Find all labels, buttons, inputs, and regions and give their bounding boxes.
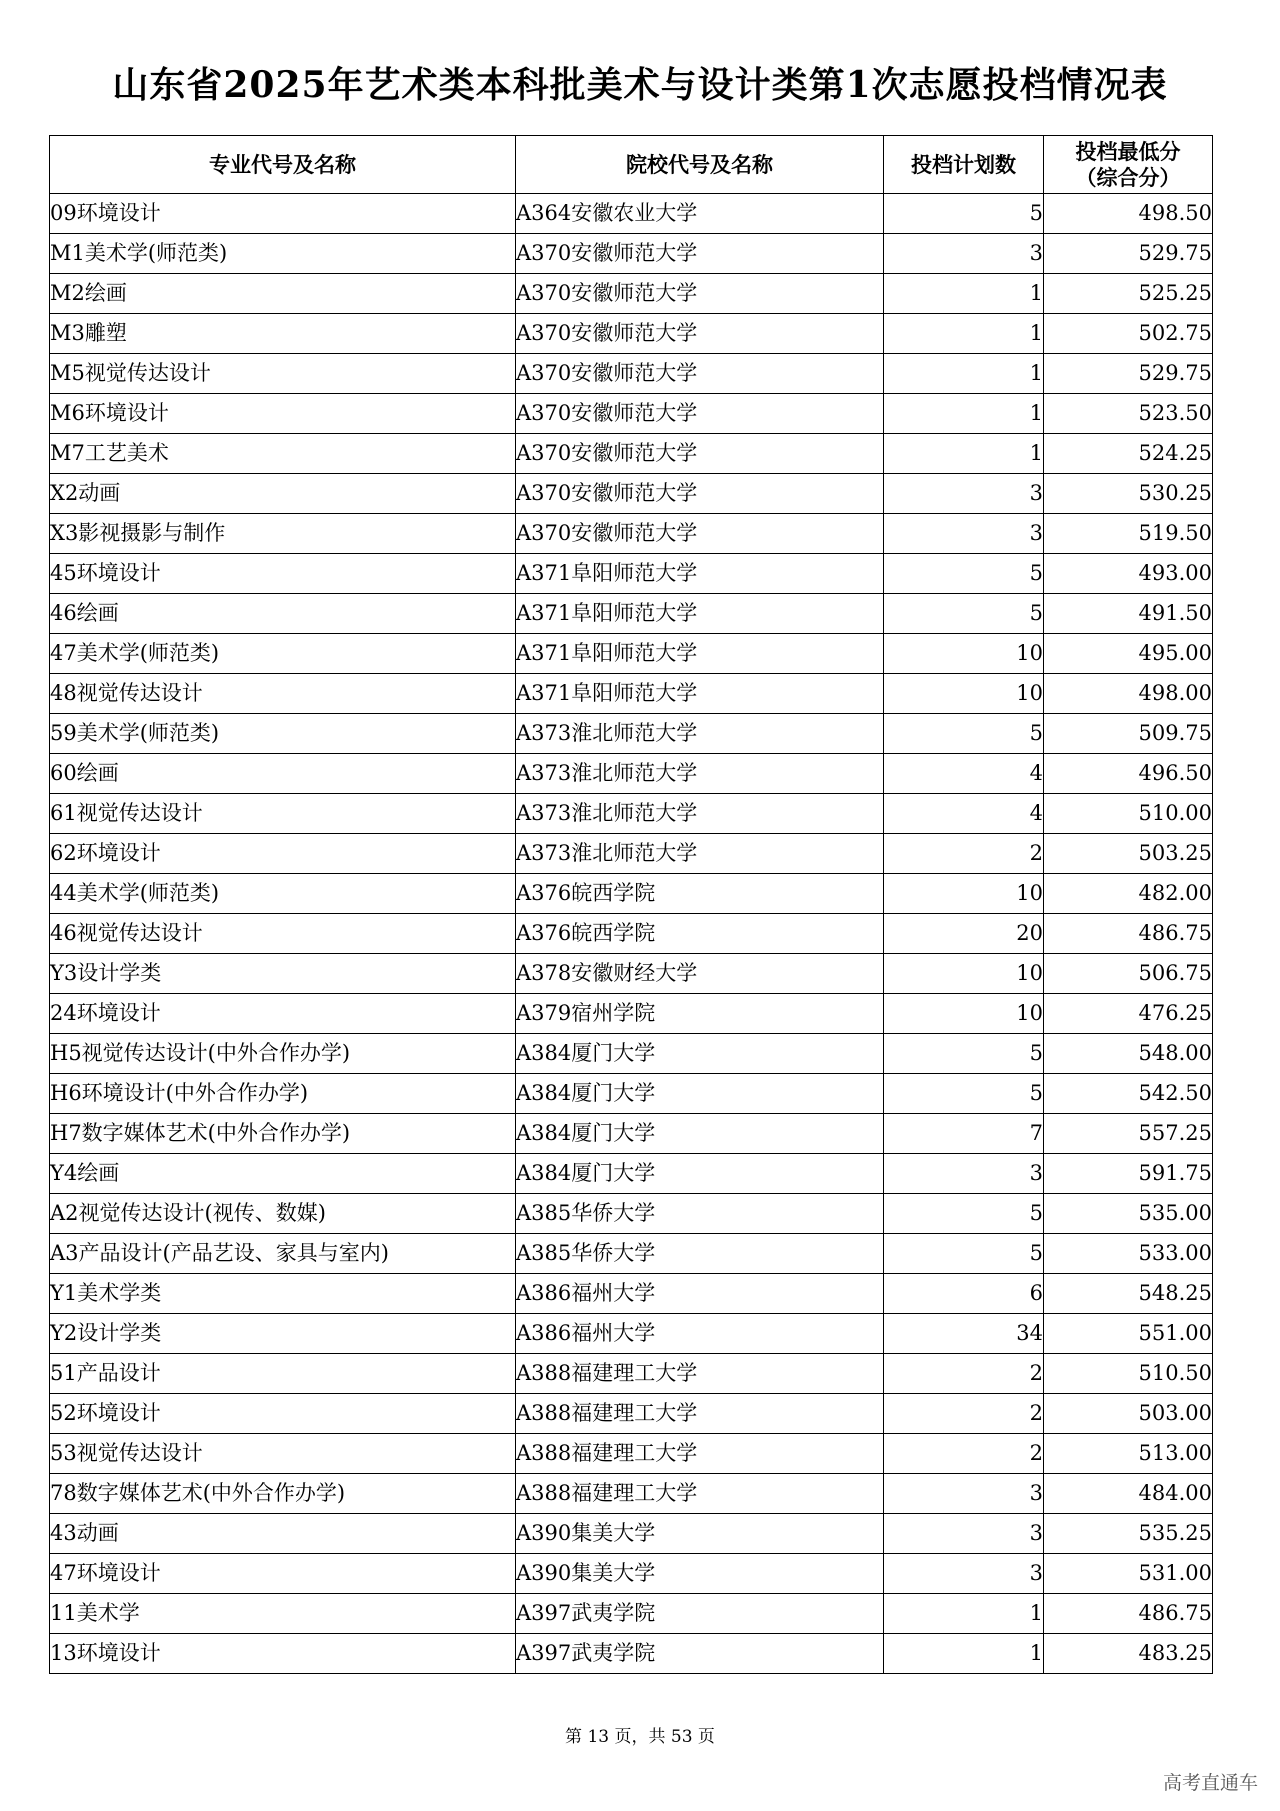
table-row [50,1074,1213,1114]
score-cell: 529.75 [1044,234,1213,274]
plan-cell: 7 [884,1114,1044,1154]
table-row [50,554,1213,594]
plan-cell: 4 [884,754,1044,794]
major-cell: 11美术学 [50,1594,516,1634]
plan-cell: 10 [884,994,1044,1034]
plan-cell: 5 [884,1034,1044,1074]
table-row [50,474,1213,514]
plan-cell: 10 [884,874,1044,914]
school-cell: A370安徽师范大学 [516,394,884,434]
score-cell: 557.25 [1044,1114,1213,1154]
school-cell: A370安徽师范大学 [516,354,884,394]
score-cell: 510.00 [1044,794,1213,834]
plan-cell: 6 [884,1274,1044,1314]
plan-cell: 1 [884,394,1044,434]
school-cell: A370安徽师范大学 [516,234,884,274]
score-cell: 495.00 [1044,634,1213,674]
score-cell: 542.50 [1044,1074,1213,1114]
page-footer: 第 13 页，共 53 页 [565,1727,715,1747]
header-score [1044,136,1213,194]
school-cell: A388福建理工大学 [516,1474,884,1514]
score-cell: 486.75 [1044,1594,1213,1634]
plan-cell: 1 [884,1634,1044,1674]
score-cell: 484.00 [1044,1474,1213,1514]
score-cell: 496.50 [1044,754,1213,794]
school-cell: A376皖西学院 [516,914,884,954]
table-row [50,634,1213,674]
school-cell: A384厦门大学 [516,1074,884,1114]
header-school: 院校代号及名称 [516,136,884,194]
score-cell: 506.75 [1044,954,1213,994]
major-cell: A2视觉传达设计(视传、数媒) [50,1194,516,1234]
school-cell: A371阜阳师范大学 [516,634,884,674]
school-cell: A385华侨大学 [516,1194,884,1234]
school-cell: A373淮北师范大学 [516,714,884,754]
plan-cell: 2 [884,834,1044,874]
score-cell: 491.50 [1044,594,1213,634]
school-cell: A390集美大学 [516,1554,884,1594]
major-cell: 47环境设计 [50,1554,516,1594]
table-row [50,1034,1213,1074]
school-cell: A388福建理工大学 [516,1354,884,1394]
table-row [50,434,1213,474]
school-cell: A371阜阳师范大学 [516,554,884,594]
school-cell: A373淮北师范大学 [516,754,884,794]
plan-cell: 5 [884,1234,1044,1274]
major-cell: M3雕塑 [50,314,516,354]
school-cell: A397武夷学院 [516,1634,884,1674]
score-cell: 498.00 [1044,674,1213,714]
school-cell: A376皖西学院 [516,874,884,914]
score-cell: 483.25 [1044,1634,1213,1674]
school-cell: A386福州大学 [516,1274,884,1314]
major-cell: H7数字媒体艺术(中外合作办学) [50,1114,516,1154]
table-row [50,1434,1213,1474]
major-cell: 60绘画 [50,754,516,794]
table-row [50,1154,1213,1194]
score-cell: 513.00 [1044,1434,1213,1474]
plan-cell: 10 [884,954,1044,994]
plan-cell: 3 [884,1154,1044,1194]
table-row [50,274,1213,314]
plan-cell: 1 [884,1594,1044,1634]
school-cell: A371阜阳师范大学 [516,594,884,634]
table-row [50,234,1213,274]
score-cell: 510.50 [1044,1354,1213,1394]
major-cell: 13环境设计 [50,1634,516,1674]
school-cell: A373淮北师范大学 [516,794,884,834]
school-cell: A384厦门大学 [516,1114,884,1154]
major-cell: H6环境设计(中外合作办学) [50,1074,516,1114]
school-cell: A373淮北师范大学 [516,834,884,874]
plan-cell: 3 [884,1514,1044,1554]
plan-cell: 2 [884,1434,1044,1474]
table-row [50,194,1213,234]
table-row [50,834,1213,874]
plan-cell: 5 [884,1194,1044,1234]
major-cell: 43动画 [50,1514,516,1554]
school-cell: A384厦门大学 [516,1034,884,1074]
major-cell: 62环境设计 [50,834,516,874]
plan-cell: 3 [884,234,1044,274]
table-header-row [50,136,1213,194]
school-cell: A386福州大学 [516,1314,884,1354]
header-score-line2: （综合分） [1075,164,1181,190]
score-cell: 529.75 [1044,354,1213,394]
major-cell: Y4绘画 [50,1154,516,1194]
school-cell: A397武夷学院 [516,1594,884,1634]
table-row [50,394,1213,434]
watermark: 高考直通车 [1162,1772,1258,1794]
major-cell: 46绘画 [50,594,516,634]
plan-cell: 3 [884,474,1044,514]
plan-cell: 34 [884,1314,1044,1354]
plan-cell: 10 [884,674,1044,714]
score-cell: 498.50 [1044,194,1213,234]
plan-cell: 10 [884,634,1044,674]
school-cell: A388福建理工大学 [516,1394,884,1434]
score-cell: 503.25 [1044,834,1213,874]
plan-cell: 5 [884,554,1044,594]
table-row [50,314,1213,354]
table-row [50,1394,1213,1434]
plan-cell: 1 [884,274,1044,314]
plan-cell: 1 [884,314,1044,354]
major-cell: 52环境设计 [50,1394,516,1434]
table-row [50,1354,1213,1394]
school-cell: A370安徽师范大学 [516,474,884,514]
plan-cell: 5 [884,594,1044,634]
plan-cell: 2 [884,1394,1044,1434]
major-cell: 44美术学(师范类) [50,874,516,914]
table-row [50,594,1213,634]
school-cell: A370安徽师范大学 [516,514,884,554]
major-cell: 48视觉传达设计 [50,674,516,714]
major-cell: M2绘画 [50,274,516,314]
major-cell: 78数字媒体艺术(中外合作办学) [50,1474,516,1514]
table-row [50,1554,1213,1594]
table-row [50,1514,1213,1554]
score-cell: 531.00 [1044,1554,1213,1594]
school-cell: A384厦门大学 [516,1154,884,1194]
major-cell: X2动画 [50,474,516,514]
table-row [50,1634,1213,1674]
major-cell: M7工艺美术 [50,434,516,474]
table-row [50,874,1213,914]
admission-table [49,135,1213,1674]
school-cell: A371阜阳师范大学 [516,674,884,714]
major-cell: A3产品设计(产品艺设、家具与室内) [50,1234,516,1274]
table-row [50,674,1213,714]
school-cell: A370安徽师范大学 [516,434,884,474]
major-cell: 51产品设计 [50,1354,516,1394]
score-cell: 591.75 [1044,1154,1213,1194]
major-cell: 59美术学(师范类) [50,714,516,754]
score-cell: 548.25 [1044,1274,1213,1314]
score-cell: 502.75 [1044,314,1213,354]
school-cell: A385华侨大学 [516,1234,884,1274]
score-cell: 535.25 [1044,1514,1213,1554]
table-row [50,1594,1213,1634]
table-row [50,914,1213,954]
table-row [50,754,1213,794]
table-row [50,714,1213,754]
major-cell: M5视觉传达设计 [50,354,516,394]
table-row [50,794,1213,834]
score-cell: 535.00 [1044,1194,1213,1234]
plan-cell: 1 [884,434,1044,474]
major-cell: 61视觉传达设计 [50,794,516,834]
table-row [50,1474,1213,1514]
school-cell: A370安徽师范大学 [516,314,884,354]
score-cell: 524.25 [1044,434,1213,474]
table-row [50,1274,1213,1314]
major-cell: Y2设计学类 [50,1314,516,1354]
table-row [50,1194,1213,1234]
table-body [50,194,1213,1674]
major-cell: 47美术学(师范类) [50,634,516,674]
major-cell: M6环境设计 [50,394,516,434]
score-cell: 551.00 [1044,1314,1213,1354]
score-cell: 525.25 [1044,274,1213,314]
plan-cell: 1 [884,354,1044,394]
table-row [50,1314,1213,1354]
school-cell: A388福建理工大学 [516,1434,884,1474]
plan-cell: 2 [884,1354,1044,1394]
major-cell: Y1美术学类 [50,1274,516,1314]
major-cell: 46视觉传达设计 [50,914,516,954]
plan-cell: 3 [884,514,1044,554]
table-row [50,994,1213,1034]
plan-cell: 5 [884,714,1044,754]
major-cell: Y3设计学类 [50,954,516,994]
school-cell: A370安徽师范大学 [516,274,884,314]
major-cell: M1美术学(师范类) [50,234,516,274]
header-score-line1: 投档最低分 [1075,138,1181,164]
plan-cell: 3 [884,1474,1044,1514]
school-cell: A390集美大学 [516,1514,884,1554]
score-cell: 530.25 [1044,474,1213,514]
table-row [50,1114,1213,1154]
major-cell: H5视觉传达设计(中外合作办学) [50,1034,516,1074]
score-cell: 493.00 [1044,554,1213,594]
school-cell: A378安徽财经大学 [516,954,884,994]
plan-cell: 20 [884,914,1044,954]
table-row [50,514,1213,554]
school-cell: A379宿州学院 [516,994,884,1034]
table-row [50,1234,1213,1274]
major-cell: 09环境设计 [50,194,516,234]
score-cell: 509.75 [1044,714,1213,754]
plan-cell: 4 [884,794,1044,834]
score-cell: 519.50 [1044,514,1213,554]
table-row [50,954,1213,994]
plan-cell: 3 [884,1554,1044,1594]
major-cell: 53视觉传达设计 [50,1434,516,1474]
score-cell: 482.00 [1044,874,1213,914]
major-cell: 24环境设计 [50,994,516,1034]
plan-cell: 5 [884,1074,1044,1114]
score-cell: 486.75 [1044,914,1213,954]
score-cell: 523.50 [1044,394,1213,434]
score-cell: 503.00 [1044,1394,1213,1434]
plan-cell: 5 [884,194,1044,234]
table-row [50,354,1213,394]
score-cell: 548.00 [1044,1034,1213,1074]
header-plan: 投档计划数 [884,136,1044,194]
major-cell: 45环境设计 [50,554,516,594]
school-cell: A364安徽农业大学 [516,194,884,234]
header-major: 专业代号及名称 [50,136,516,194]
score-cell: 533.00 [1044,1234,1213,1274]
score-cell: 476.25 [1044,994,1213,1034]
major-cell: X3影视摄影与制作 [50,514,516,554]
page-title: 山东省2025年艺术类本科批美术与设计类第1次志愿投档情况表 [112,64,1168,106]
